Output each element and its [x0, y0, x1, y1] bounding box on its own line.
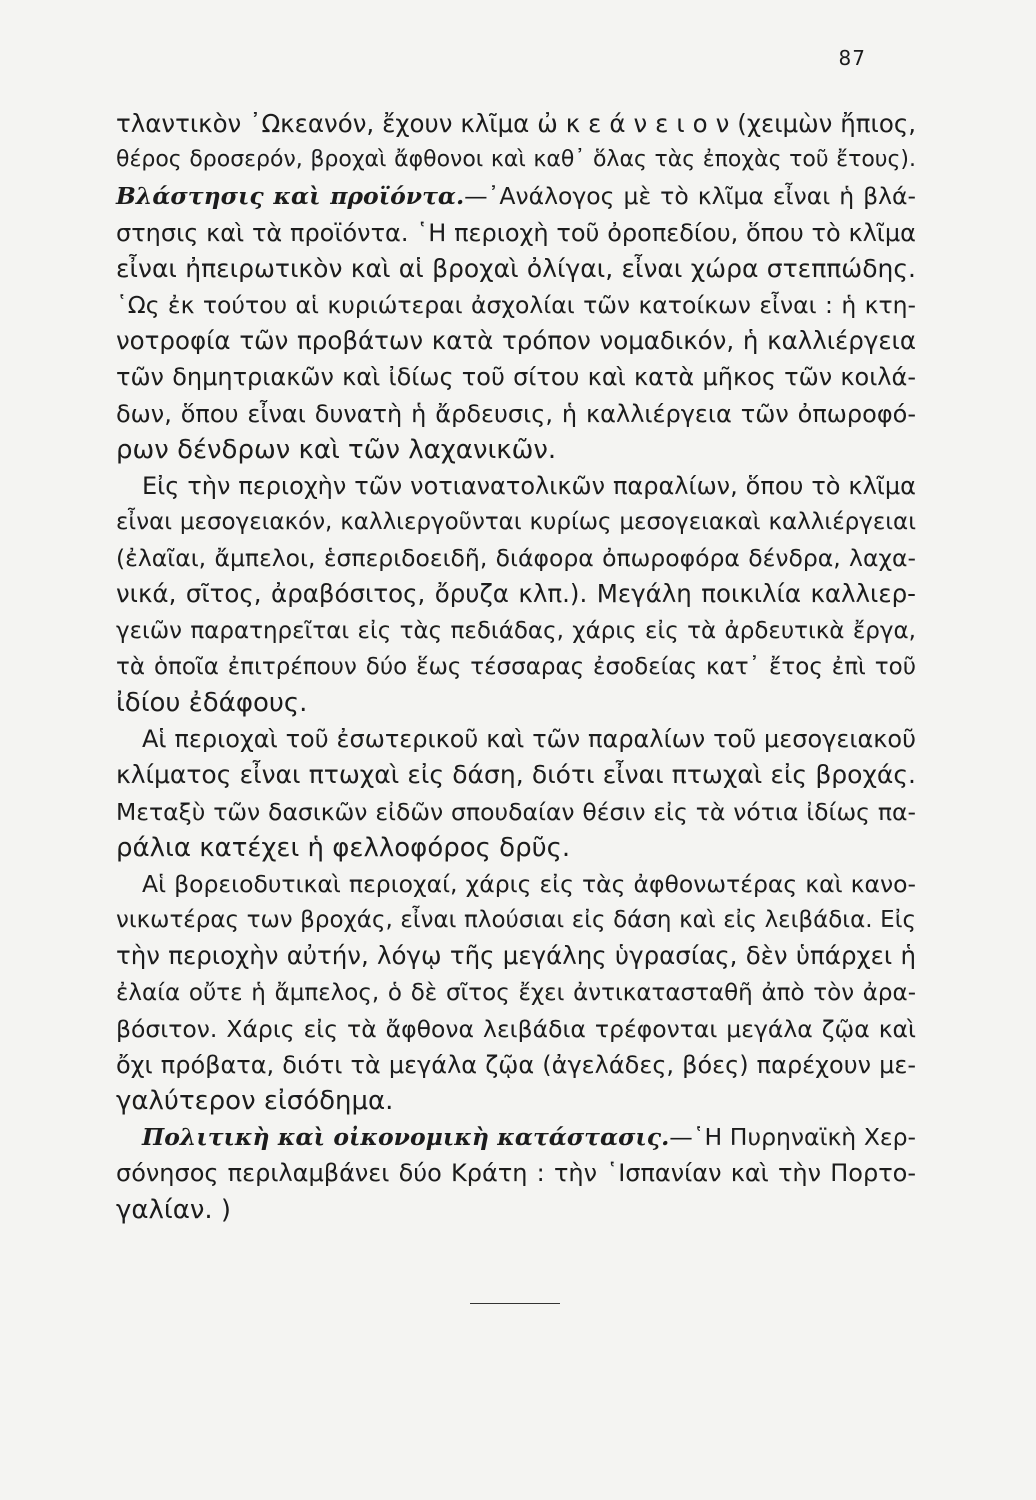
line-text: —᾽Ανάλογος μὲ τὸ κλῖμα εἶναι ἡ βλά- — [464, 182, 916, 211]
text-line — [116, 215, 916, 251]
line-text: στησις καὶ τὰ προϊόντα. ῾Η περιοχὴ τοῦ ὀροπεδίου, ὅπου τὸ κλῖμα — [116, 218, 916, 247]
line-text: ῾Ως ἐκ τούτου αἱ κυριώτεραι ἀσχολίαι τῶν κατοίκων εἶναι : ἡ κτη- — [116, 290, 916, 319]
text-line — [116, 142, 916, 178]
text-line — [116, 902, 916, 938]
text-line — [116, 794, 916, 830]
text-line — [116, 106, 916, 142]
line-text: θέρος δροσερόν, βροχαὶ ἄφθονοι καὶ καθ᾽ ὅλας τὰς ἐποχὰς τοῦ ἔτους). — [116, 147, 916, 173]
line-text: γειῶν παρατηρεῖται εἰς τὰς πεδιάδας, χάρις εἰς τὰ ἀρδευτικὰ ἔργα, — [116, 617, 916, 644]
footnote-divider — [470, 1303, 560, 1304]
text-line — [116, 1083, 916, 1119]
line-text: τῶν δημητριακῶν καὶ ἰδίως τοῦ σίτου καὶ κατὰ μῆκος τῶν κοιλά- — [116, 363, 916, 392]
text-line — [116, 359, 916, 395]
text-line — [116, 1119, 916, 1155]
line-text: ἰδίου ἐδάφους. — [116, 688, 308, 718]
line-text: Αἱ βορειοδυτικαὶ περιοχαί, χάρις εἰς τὰς ἀφθονωτέρας καὶ κανο- — [142, 869, 916, 898]
line-text: τὴν περιοχὴν αὐτήν, λόγῳ τῆς μεγάλης ὑγρασίας, δὲν ὑπάρχει ἡ — [116, 941, 916, 971]
line-text: εἶναι ἠπειρωτικὸν καὶ αἱ βροχαὶ ὀλίγαι, εἶναι χώρα στεππώδης. — [116, 253, 916, 283]
text-line — [116, 866, 916, 902]
line-text: γαλύτερον εἰσόδημα. — [116, 1086, 394, 1117]
line-text: τλαντικὸν ᾽Ωκεανόν, ἔχουν κλῖμα ὠ κ ε ά ν ε ι ο ν (χειμὼν ἤπιος, — [116, 109, 916, 138]
line-text: Μεταξὺ τῶν δασικῶν εἰδῶν σπουδαίαν θέσιν εἰς τὰ νότια ἰδίως πα- — [116, 797, 916, 826]
line-text: δων, ὅπου εἶναι δυνατὴ ἡ ἄρδευσις, ἡ καλλιέργεια τῶν ὀπωροφό- — [116, 399, 916, 428]
text-line — [116, 396, 916, 432]
body-text — [116, 106, 916, 1228]
line-text: ράλια κατέχει ἡ φελλοφόρος δρῦς. — [116, 832, 571, 863]
line-text: ὄχι πρόβατα, διότι τὰ μεγάλα ζῷα (ἀγελάδες, βόες) παρέχουν με- — [116, 1050, 916, 1079]
text-line — [116, 576, 916, 612]
text-line — [116, 1192, 916, 1228]
text-line — [116, 613, 916, 649]
text-line — [116, 504, 916, 540]
text-line — [116, 251, 916, 287]
text-line — [116, 540, 916, 576]
text-line — [116, 323, 916, 359]
text-line — [116, 432, 916, 468]
line-text: γαλίαν. ) — [116, 1194, 232, 1225]
text-line — [116, 830, 916, 866]
text-line — [116, 757, 916, 793]
text-line — [116, 468, 916, 504]
text-line — [116, 721, 916, 757]
line-text: νικά, σῖτος, ἀραβόσιτος, ὄρυζα κλπ.). Μεγάλη ποικιλία καλλιερ- — [116, 579, 916, 609]
line-text: βόσιτον. Χάρις εἰς τὰ ἄφθονα λειβάδια τρέφονται μεγάλα ζῷα καὶ — [116, 1014, 916, 1043]
text-line — [116, 685, 916, 721]
line-text: σόνησος περιλαμβάνει δύο Κράτη : τὴν ῾Ισπανίαν καὶ τὴν Πορτο- — [116, 1159, 916, 1188]
text-line — [116, 178, 916, 214]
line-text: ἐλαία οὔτε ἡ ἄμπελος, ὁ δὲ σῖτος ἔχει ἀντικατασταθῆ ἀπὸ τὸν ἀρα- — [116, 979, 916, 1006]
text-line — [116, 287, 916, 323]
text-line — [116, 1047, 916, 1083]
line-text: εἶναι μεσογειακόν, καλλιεργοῦνται κυρίως μεσογειακαὶ καλλιέργειαι — [116, 509, 916, 536]
line-text: νοτροφία τῶν προβάτων κατὰ τρόπον νομαδικόν, ἡ καλλιέργεια — [116, 326, 916, 356]
section-heading: Πολιτικὴ καὶ οἰκονομικὴ κατάστασις. — [142, 1123, 670, 1152]
section-heading: Βλάστησις καὶ προϊόντα. — [116, 182, 465, 211]
text-line — [116, 649, 916, 685]
text-line — [116, 1011, 916, 1047]
line-text: ρων δένδρων καὶ τῶν λαχανικῶν. — [116, 434, 557, 465]
line-text: (ἐλαῖαι, ἄμπελοι, ἑσπεριδοειδῆ, διάφορα ὀπωροφόρα δένδρα, λαχα- — [116, 544, 916, 573]
line-text: Αἱ περιοχαὶ τοῦ ἐσωτερικοῦ καὶ τῶν παραλίων τοῦ μεσογειακοῦ — [142, 725, 916, 754]
page-number: 87 — [838, 46, 866, 70]
line-text: —῾Η Πυρηναϊκὴ Χερ- — [669, 1123, 917, 1152]
line-text: νικωτέρας των βροχάς, εἶναι πλούσιαι εἰς δάση καὶ εἰς λειβάδια. Εἰς — [116, 907, 916, 934]
text-line — [116, 938, 916, 974]
text-line — [116, 1155, 916, 1191]
line-text: τὰ ὁποῖα ἐπιτρέπουν δύο ἕως τέσσαρας ἐσοδείας κατ᾽ ἔτος ἐπὶ τοῦ — [116, 653, 916, 680]
line-text: Εἰς τὴν περιοχὴν τῶν νοτιανατολικῶν παραλίων, ὅπου τὸ κλῖμα — [142, 471, 916, 500]
text-line — [116, 975, 916, 1011]
line-text: κλίματος εἶναι πτωχαὶ εἰς δάση, διότι εἶναι πτωχαὶ εἰς βροχάς. — [116, 760, 916, 790]
